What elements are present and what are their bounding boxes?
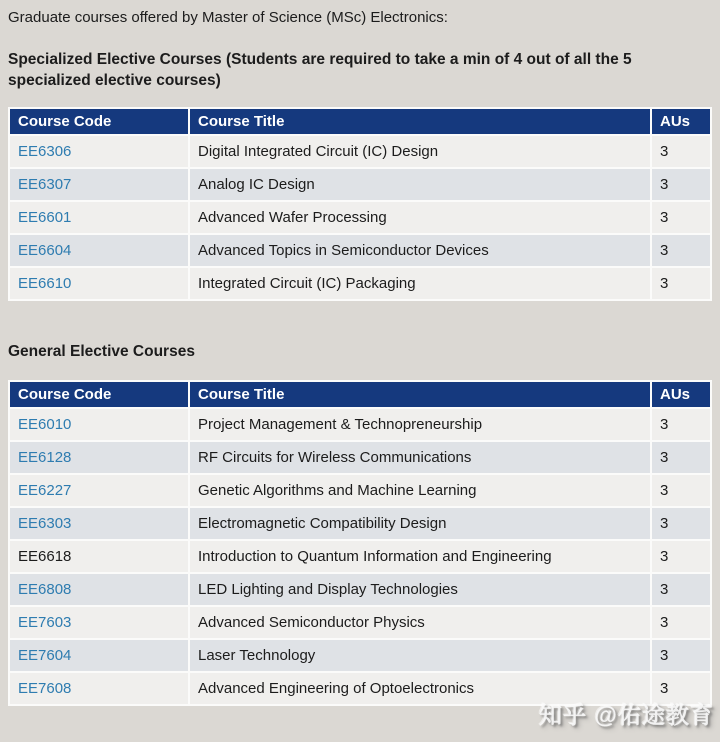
course-code-cell: EE6618: [10, 541, 188, 572]
course-code-link[interactable]: EE7603: [18, 614, 72, 631]
course-code-cell: [10, 475, 188, 506]
table-row: [10, 508, 710, 539]
aus-cell: 3: [652, 268, 710, 299]
course-code-cell: [10, 268, 188, 299]
table-row: [10, 136, 710, 167]
course-title-cell: Advanced Semiconductor Physics: [190, 607, 650, 638]
course-title-cell: Project Management & Technopreneurship: [190, 409, 650, 440]
course-title-cell: Advanced Topics in Semiconductor Devices: [190, 235, 650, 266]
aus-cell: 3: [652, 508, 710, 539]
aus-cell: 3: [652, 541, 710, 572]
aus-cell: 3: [652, 202, 710, 233]
course-code-link[interactable]: EE6610: [18, 275, 72, 292]
course-code-cell: [10, 574, 188, 605]
course-code-cell: [10, 508, 188, 539]
course-code-link[interactable]: EE6010: [18, 416, 72, 433]
general-electives-table: [8, 380, 712, 706]
column-header-course-title: Course Title: [190, 109, 650, 134]
course-title-cell: Laser Technology: [190, 640, 650, 671]
course-title-cell: Advanced Wafer Processing: [190, 202, 650, 233]
course-code-link[interactable]: EE7608: [18, 680, 72, 697]
course-code-link[interactable]: EE6128: [18, 449, 72, 466]
course-title-cell: Electromagnetic Compatibility Design: [190, 508, 650, 539]
course-code-link[interactable]: EE6601: [18, 209, 72, 226]
course-title-cell: LED Lighting and Display Technologies: [190, 574, 650, 605]
column-header-aus: AUs: [652, 109, 710, 134]
table-row: [10, 202, 710, 233]
course-code-cell: [10, 607, 188, 638]
table-row: [10, 574, 710, 605]
course-code-cell: [10, 673, 188, 704]
course-title-cell: Genetic Algorithms and Machine Learning: [190, 475, 650, 506]
table-row: [10, 475, 710, 506]
course-code-link[interactable]: EE6307: [18, 176, 72, 193]
aus-cell: 3: [652, 235, 710, 266]
aus-cell: 3: [652, 673, 710, 704]
course-title-cell: Introduction to Quantum Information and Engineering: [190, 541, 650, 572]
course-code-cell: [10, 202, 188, 233]
aus-cell: 3: [652, 409, 710, 440]
course-code-link[interactable]: EE6306: [18, 143, 72, 160]
column-header-course-code: Course Code: [10, 382, 188, 407]
aus-cell: 3: [652, 607, 710, 638]
course-title-cell: Digital Integrated Circuit (IC) Design: [190, 136, 650, 167]
specialized-electives-table: [8, 107, 712, 301]
course-title-cell: Advanced Engineering of Optoelectronics: [190, 673, 650, 704]
course-title-cell: Analog IC Design: [190, 169, 650, 200]
table-header-row: [10, 109, 710, 134]
aus-cell: 3: [652, 442, 710, 473]
column-header-aus: AUs: [652, 382, 710, 407]
table-row: [10, 442, 710, 473]
course-title-cell: RF Circuits for Wireless Communications: [190, 442, 650, 473]
column-header-course-title: Course Title: [190, 382, 650, 407]
course-code-link[interactable]: EE6808: [18, 581, 72, 598]
table-row: [10, 640, 710, 671]
section-heading-specialized-electives: Specialized Elective Courses (Students are required to take a min of 4 out of all the 5 specialized elective courses): [8, 51, 632, 89]
course-code-link[interactable]: EE6227: [18, 482, 72, 499]
table-row: [10, 268, 710, 299]
table-row: [10, 541, 710, 572]
course-code-link[interactable]: EE7604: [18, 647, 72, 664]
section-heading-general-electives: General Elective Courses: [8, 343, 195, 360]
aus-cell: 3: [652, 574, 710, 605]
course-code-cell: [10, 169, 188, 200]
course-code-cell: [10, 640, 188, 671]
table-row: [10, 607, 710, 638]
table-header-row: [10, 382, 710, 407]
zhihu-watermark: 知乎 @佑途教育: [539, 702, 714, 728]
course-code-cell: [10, 442, 188, 473]
aus-cell: 3: [652, 475, 710, 506]
intro-text: Graduate courses offered by Master of Science (MSc) Electronics:: [8, 9, 448, 26]
course-code-cell: [10, 235, 188, 266]
course-code-link[interactable]: EE6303: [18, 515, 72, 532]
course-code-cell: [10, 136, 188, 167]
aus-cell: 3: [652, 640, 710, 671]
aus-cell: 3: [652, 136, 710, 167]
course-code-cell: [10, 409, 188, 440]
table-row: [10, 169, 710, 200]
course-title-cell: Integrated Circuit (IC) Packaging: [190, 268, 650, 299]
aus-cell: 3: [652, 169, 710, 200]
column-header-course-code: Course Code: [10, 109, 188, 134]
course-code-link[interactable]: EE6604: [18, 242, 72, 259]
table-row: [10, 235, 710, 266]
table-row: [10, 409, 710, 440]
table-row: [10, 673, 710, 704]
